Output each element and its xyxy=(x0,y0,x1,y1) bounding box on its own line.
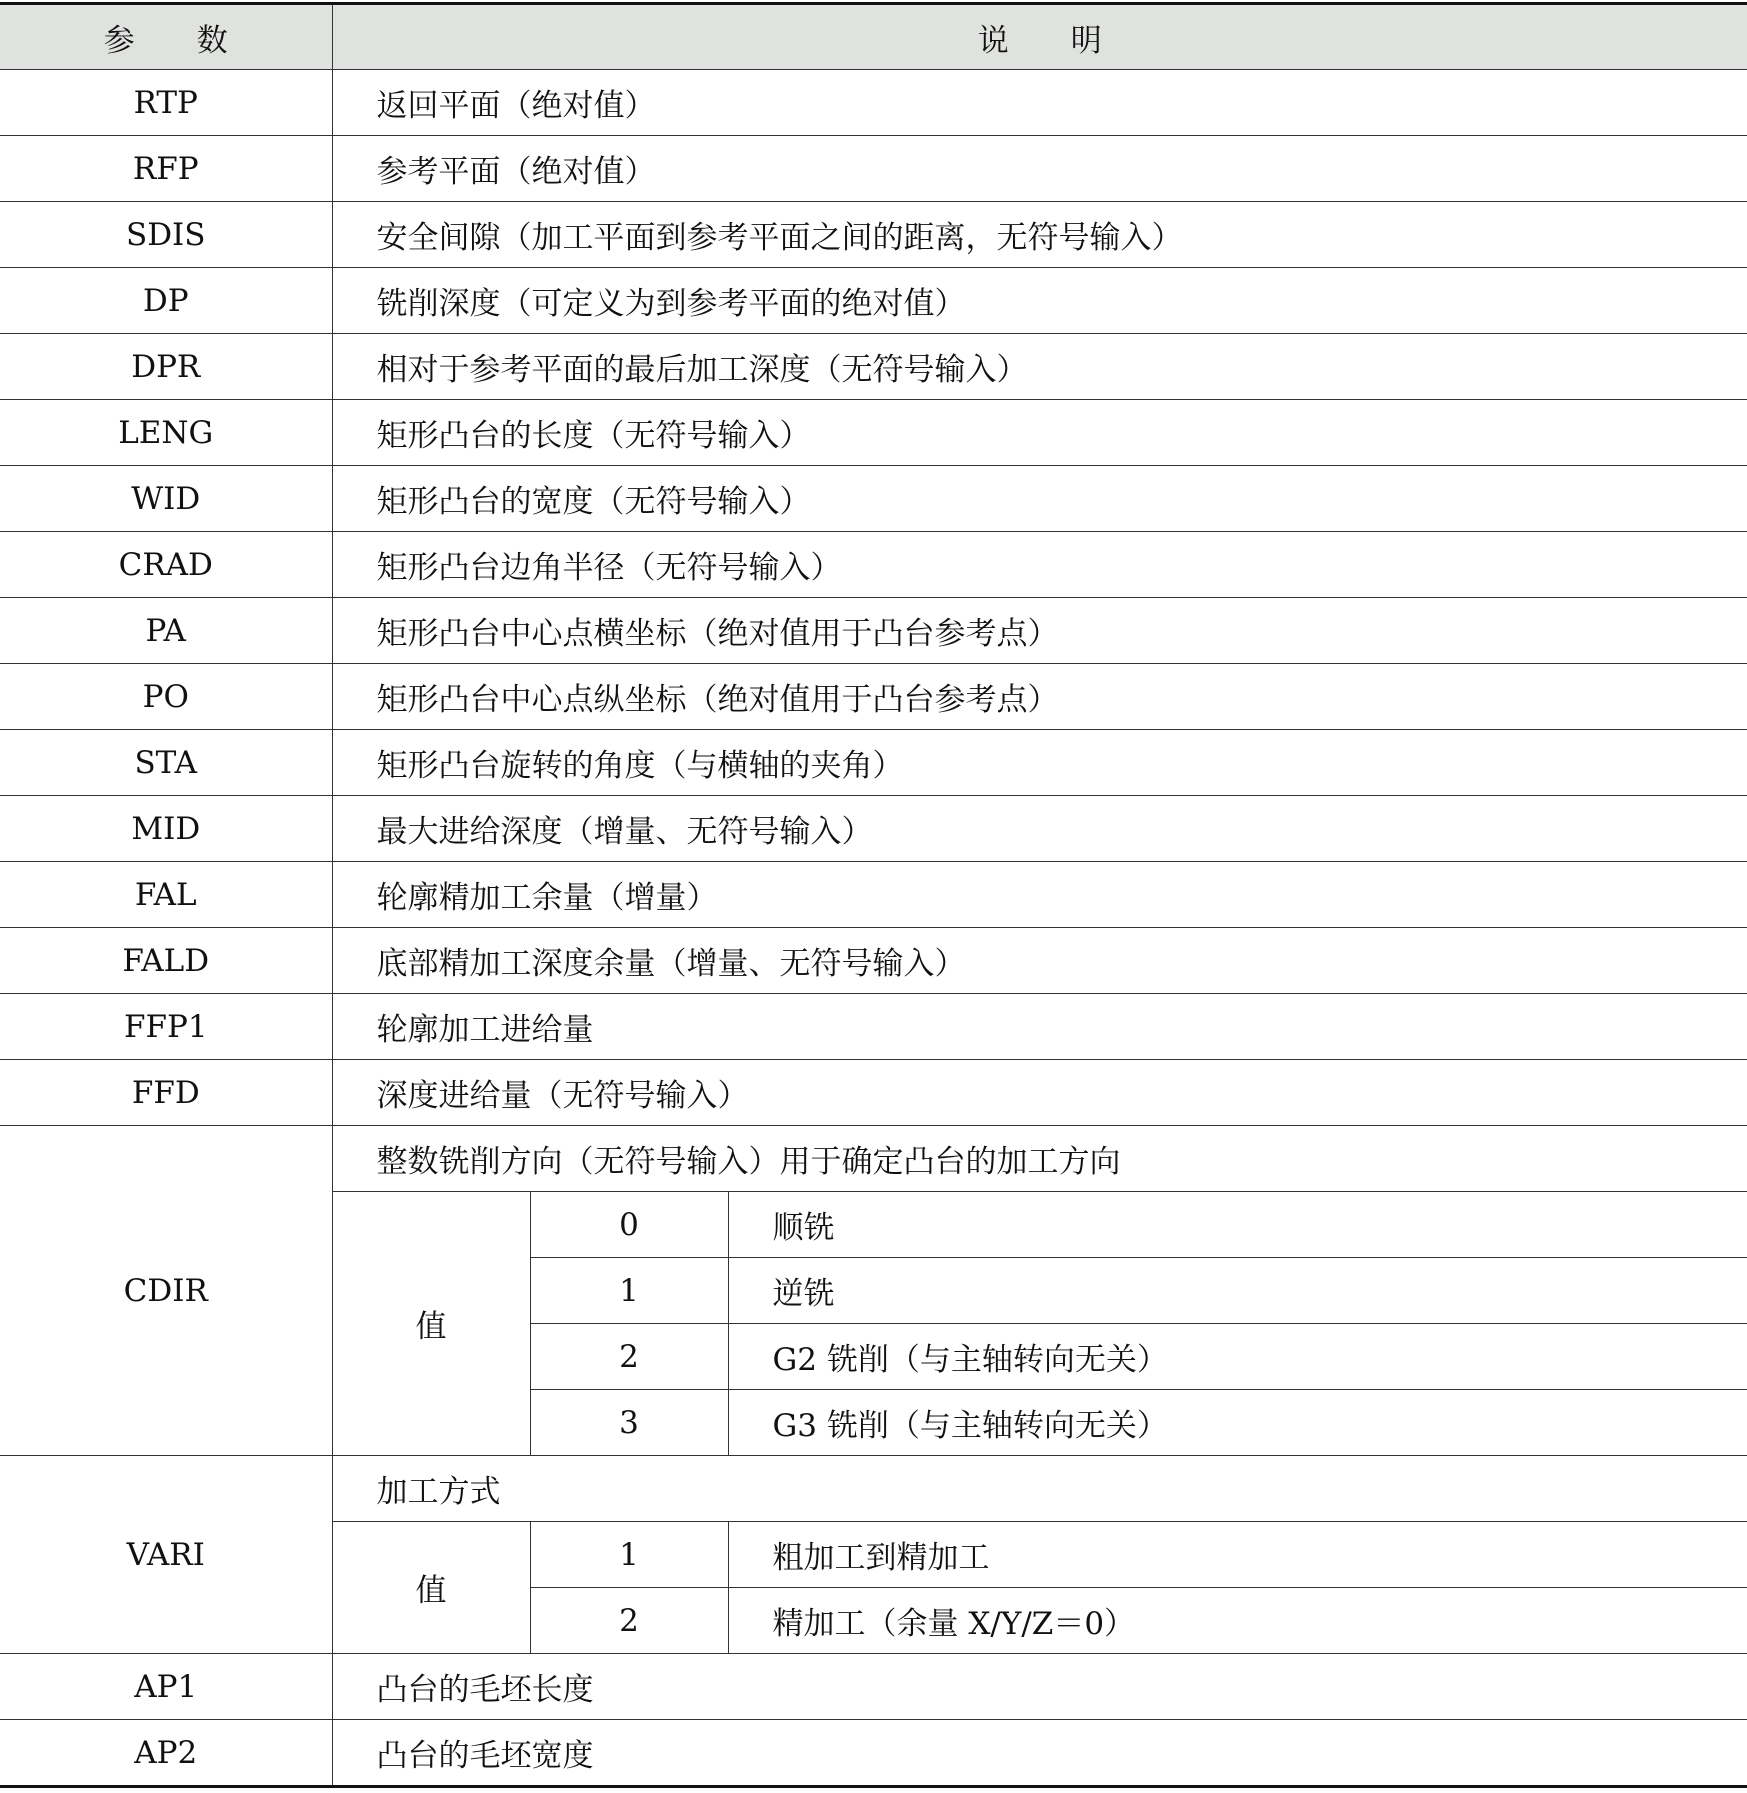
table-row xyxy=(0,994,1747,1060)
param-cell: SDIS xyxy=(0,202,332,268)
table-row xyxy=(0,136,1747,202)
table-row xyxy=(0,1060,1747,1126)
desc-cell: 矩形凸台的宽度（无符号输入） xyxy=(332,466,1747,532)
param-cell: PA xyxy=(0,598,332,664)
param-cell: DP xyxy=(0,268,332,334)
desc-cell: 参考平面（绝对值） xyxy=(332,136,1747,202)
param-cell: PO xyxy=(0,664,332,730)
table-row xyxy=(0,598,1747,664)
desc-cell: 矩形凸台中心点横坐标（绝对值用于凸台参考点） xyxy=(332,598,1747,664)
param-cell: AP1 xyxy=(0,1654,332,1720)
cdir-value-num: 1 xyxy=(530,1258,728,1324)
table-row xyxy=(0,928,1747,994)
cdir-value-num: 0 xyxy=(530,1192,728,1258)
param-cell: STA xyxy=(0,730,332,796)
cdir-value-text: G2 铣削（与主轴转向无关） xyxy=(728,1324,1747,1390)
vari-value-num: 2 xyxy=(530,1588,728,1654)
table-row xyxy=(0,334,1747,400)
cdir-value-num: 3 xyxy=(530,1390,728,1456)
param-cell: RFP xyxy=(0,136,332,202)
desc-cell: 铣削深度（可定义为到参考平面的绝对值） xyxy=(332,268,1747,334)
param-cell: DPR xyxy=(0,334,332,400)
table-row xyxy=(0,268,1747,334)
desc-cell: 凸台的毛坯宽度 xyxy=(332,1720,1747,1787)
header-desc: 说 明 xyxy=(332,4,1747,70)
table-row xyxy=(0,400,1747,466)
header-row xyxy=(0,4,1747,70)
desc-cell: 轮廓加工进给量 xyxy=(332,994,1747,1060)
cdir-value-label: 值 xyxy=(332,1192,530,1456)
param-cell: CRAD xyxy=(0,532,332,598)
cdir-value-text: 逆铣 xyxy=(728,1258,1747,1324)
desc-cell: 底部精加工深度余量（增量、无符号输入） xyxy=(332,928,1747,994)
desc-cell: 矩形凸台边角半径（无符号输入） xyxy=(332,532,1747,598)
desc-cell: 轮廓精加工余量（增量） xyxy=(332,862,1747,928)
cdir-desc-cell: 整数铣削方向（无符号输入）用于确定凸台的加工方向 xyxy=(332,1126,1747,1192)
param-cell: LENG xyxy=(0,400,332,466)
vari-param-cell: VARI xyxy=(0,1456,332,1654)
table-row xyxy=(0,862,1747,928)
cdir-value-text: G3 铣削（与主轴转向无关） xyxy=(728,1390,1747,1456)
param-cell: WID xyxy=(0,466,332,532)
desc-cell: 矩形凸台旋转的角度（与横轴的夹角） xyxy=(332,730,1747,796)
param-cell: FAL xyxy=(0,862,332,928)
table-row xyxy=(0,664,1747,730)
table-row xyxy=(0,466,1747,532)
param-cell: MID xyxy=(0,796,332,862)
table-row xyxy=(0,532,1747,598)
param-cell: RTP xyxy=(0,70,332,136)
param-cell: FFP1 xyxy=(0,994,332,1060)
vari-row xyxy=(0,1456,1747,1522)
parameter-table xyxy=(0,2,1747,1788)
header-param: 参 数 xyxy=(0,4,332,70)
param-cell: FALD xyxy=(0,928,332,994)
table-row xyxy=(0,70,1747,136)
desc-cell: 矩形凸台的长度（无符号输入） xyxy=(332,400,1747,466)
desc-cell: 返回平面（绝对值） xyxy=(332,70,1747,136)
cdir-value-num: 2 xyxy=(530,1324,728,1390)
desc-cell: 安全间隙（加工平面到参考平面之间的距离，无符号输入） xyxy=(332,202,1747,268)
vari-value-text: 粗加工到精加工 xyxy=(728,1522,1747,1588)
param-cell: AP2 xyxy=(0,1720,332,1787)
cdir-row xyxy=(0,1126,1747,1192)
table-row xyxy=(0,202,1747,268)
desc-cell: 最大进给深度（增量、无符号输入） xyxy=(332,796,1747,862)
vari-value-label: 值 xyxy=(332,1522,530,1654)
table-row xyxy=(0,1720,1747,1787)
vari-value-num: 1 xyxy=(530,1522,728,1588)
vari-desc-cell: 加工方式 xyxy=(332,1456,1747,1522)
table-row xyxy=(0,796,1747,862)
desc-cell: 深度进给量（无符号输入） xyxy=(332,1060,1747,1126)
desc-cell: 相对于参考平面的最后加工深度（无符号输入） xyxy=(332,334,1747,400)
param-cell: FFD xyxy=(0,1060,332,1126)
table-row xyxy=(0,1654,1747,1720)
desc-cell: 矩形凸台中心点纵坐标（绝对值用于凸台参考点） xyxy=(332,664,1747,730)
cdir-value-text: 顺铣 xyxy=(728,1192,1747,1258)
desc-cell: 凸台的毛坯长度 xyxy=(332,1654,1747,1720)
table-row xyxy=(0,730,1747,796)
vari-value-text: 精加工（余量 X/Y/Z＝0） xyxy=(728,1588,1747,1654)
cdir-param-cell: CDIR xyxy=(0,1126,332,1456)
